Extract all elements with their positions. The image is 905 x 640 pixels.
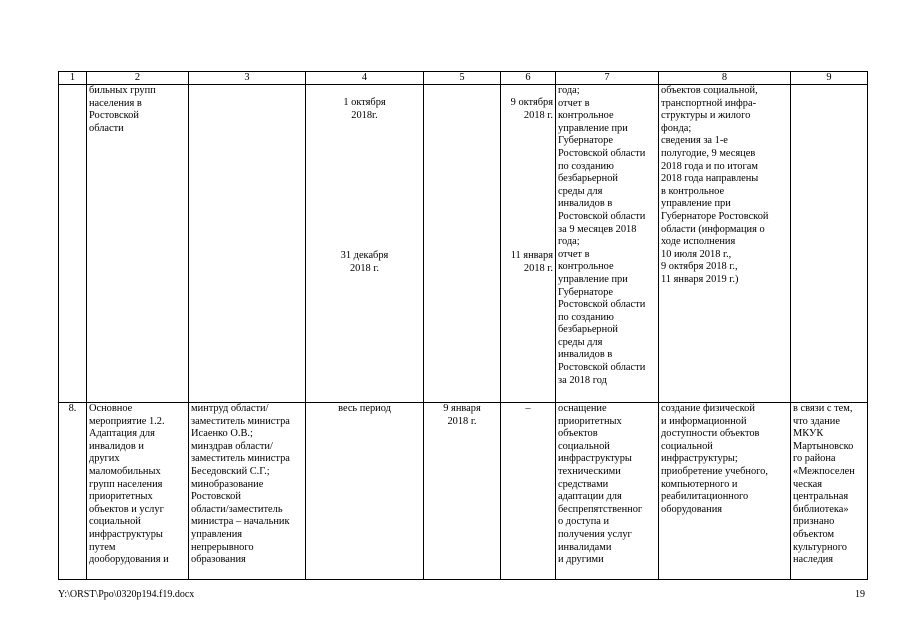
actual-start-cell: 9 января 2018 г. bbox=[424, 403, 501, 580]
planned-date-1: 1 октября 2018г. bbox=[343, 97, 386, 121]
actual-date-cell bbox=[501, 85, 556, 403]
column-number: 4 bbox=[306, 72, 424, 85]
actual-date-cell: – bbox=[501, 403, 556, 580]
planned-result-cell: оснащение приоритетных объектов социальной инфраструктуры техническими средствами адаптации для беспрепятственног о доступа и получения услуг инвалидами и другими bbox=[556, 403, 659, 580]
responsible-cell: минтруд области/ заместитель министра Исаенко О.В.; минздрав области/ заместитель министра Беседовский С.Г.; минобразование Ростовской области/заместитель министра – начальник управления непрерывного образования bbox=[189, 403, 306, 580]
column-number: 9 bbox=[791, 72, 868, 85]
actual-result-cell: объектов социальной, транспортной инфра- структуры и жилого фонда; сведения за 1-е полугодие, 9 месяцев 2018 года и по итогам 2018 года направлены в контрольное управление при Губернаторе Ростовской области (информация о ходе исполнения 10 июля 2018 г., 9 октября 2018 г., 11 января 2019 г.) bbox=[659, 85, 791, 403]
column-number: 5 bbox=[424, 72, 501, 85]
row-number-cell: 8. bbox=[59, 403, 87, 580]
actual-result-cell: создание физической и информационной доступности объектов социальной инфраструктуры; приобретение учебного, компьютерного и реабилитационного оборудования bbox=[659, 403, 791, 580]
column-number: 7 bbox=[556, 72, 659, 85]
page-number: 19 bbox=[855, 589, 865, 600]
actual-date-2: 11 января 2018 г. bbox=[510, 250, 553, 274]
table-row bbox=[59, 403, 868, 580]
planned-result-cell: года; отчет в контрольное управление при Губернаторе Ростовской области по созданию безбарьерной среды для инвалидов в Ростовской области за 9 месяцев 2018 года; отчет в контрольное управление при Губернаторе Ростовской области по созданию безбарьерной среды для инвалидов в Ростовской области за 2018 год bbox=[556, 85, 659, 403]
column-number: 6 bbox=[501, 72, 556, 85]
column-number-row bbox=[59, 72, 868, 85]
event-name-cell: бильных групп населения в Ростовской области bbox=[87, 85, 189, 403]
planned-date-cell bbox=[306, 85, 424, 403]
reason-cell: в связи с тем, что здание МКУК Мартыновско го района «Межпоселен ческая центральная библиотека» признано объектом культурного наследия bbox=[791, 403, 868, 580]
event-name-cell: Основное мероприятие 1.2. Адаптация для инвалидов и других маломобильных групп населения приоритетных объектов и услуг социальной инфраструктуры путем дооборудования и bbox=[87, 403, 189, 580]
file-path-footer: Y:\ORST\Ppo\0320p194.f19.docx bbox=[58, 589, 195, 600]
actual-date-1: 9 октября 2018 г. bbox=[510, 97, 553, 121]
planned-date-cell: весь период bbox=[306, 403, 424, 580]
table-row bbox=[59, 85, 868, 403]
column-number: 2 bbox=[87, 72, 189, 85]
report-table bbox=[58, 71, 868, 580]
column-number: 1 bbox=[59, 72, 87, 85]
responsible-cell bbox=[189, 85, 306, 403]
row-number-cell bbox=[59, 85, 87, 403]
column-number: 3 bbox=[189, 72, 306, 85]
column-number: 8 bbox=[659, 72, 791, 85]
actual-start-cell bbox=[424, 85, 501, 403]
reason-cell bbox=[791, 85, 868, 403]
planned-date-2: 31 декабря 2018 г. bbox=[340, 250, 389, 274]
